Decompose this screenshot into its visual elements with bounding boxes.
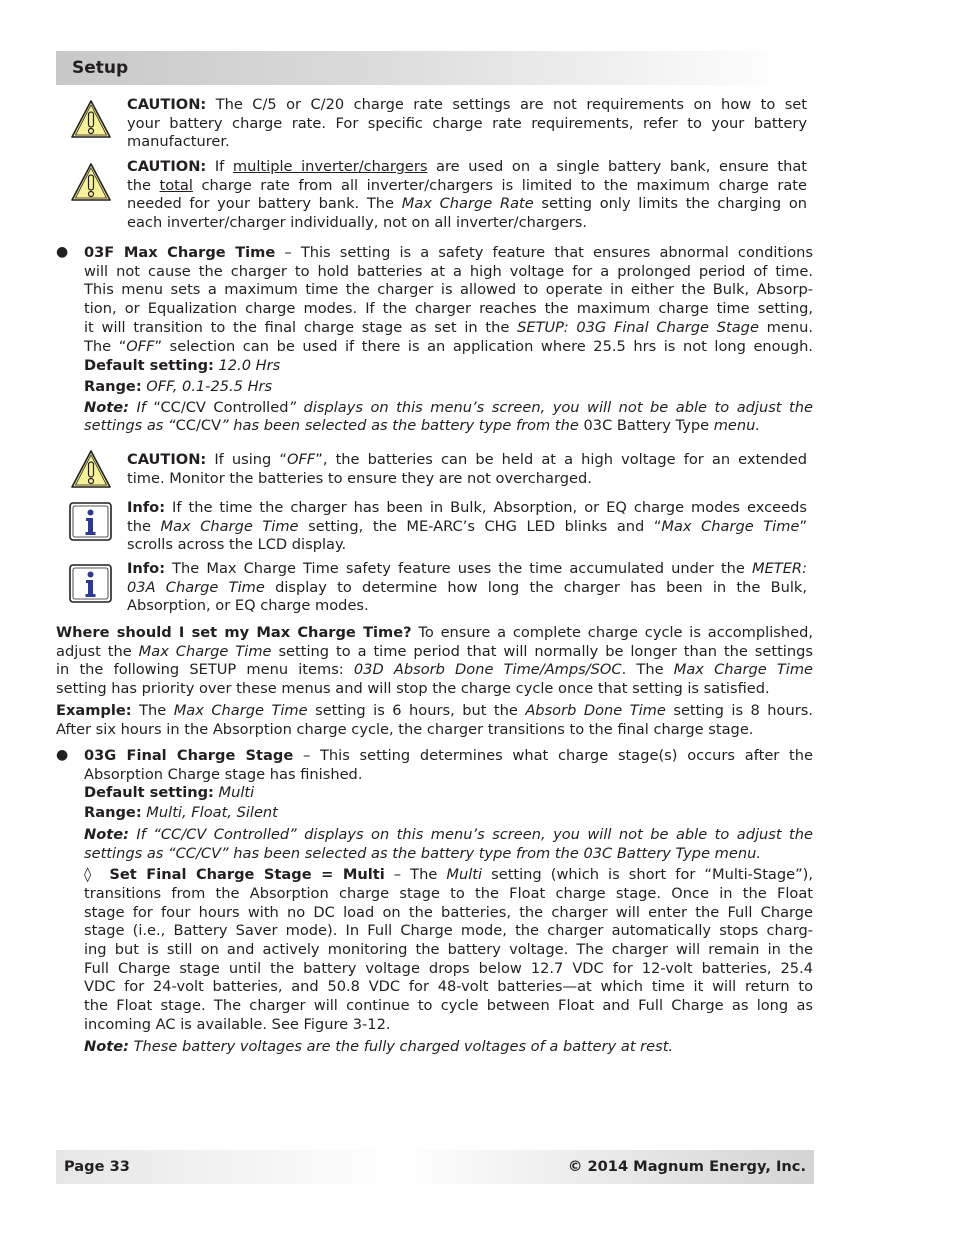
caution-note [127,96,807,152]
diamond-bullet-icon: ◊ [84,866,92,884]
caution-triangle-icon [69,161,113,203]
example-label: Example: [56,702,132,719]
note: Note: If “CC/CV Controlled” displays on this menu’s screen, you will not be able to adjust the settings as “CC/CV” has been selected as the battery type from the 03C Battery Type menu. [84,398,813,435]
caution-triangle-icon [69,98,113,140]
caution-text: manufacturer. [127,133,230,151]
question-label: Where should I set my Max Charge Time? [56,624,412,641]
caution-triangle-icon [69,448,113,490]
section-title: Setup [72,58,129,78]
info-note: Info: If the time the charger has been in Bulk, Absorption, or EQ charge modes exceeds the Max Charge Time setting, the ME-ARC’s CHG LED blinks and “Max Charge Time” scrolls across the LCD display. [127,499,807,554]
note: Note: These battery voltages are the fully charged voltages of a battery at rest. [84,1037,674,1055]
caution-text: each inverter/charger individually, not on all inverter/chargers. [127,214,588,232]
final-charge-stage-section: 03G Final Charge Stage – This setting determines what charge stage(s) occurs after the Absorption Charge stage has finished. Default setting: Multi Range: Multi, Float, Silent Note: If “CC/CV Controlled” displays on this menu’s screen, you will not be able to adjust the settings as “CC/CV” has been selected as the battery type from the 03C Battery Type menu. ◊ Set Final Charge Stage = Multi – The Multi setting (which is short for “Multi-Stage”), transitions from the Absorption charge stage to the Float charge stage. Once in the Float stage for four hours with no DC load on the batteries, the charger will enter the Full Charge stage (i.e., Battery Saver mode). In Full Charge mode, the charger automatically stops charg- ing but is still on and actively monitoring the battery voltage. The charger will remain in the Full Charge stage until the battery voltage drops below 12.7 VDC for 12-volt batteries, 25.4 VDC for 24-volt batteries, and 50.8 VDC for 48-volt batteries—at which time it will return to the Float stage. The charger will continue to cycle between Float and Full Charge as long as incoming AC is available. See Figure 3-12. Note: These battery voltages are the fully charged voltages of a battery at rest. [84,747,813,1055]
where-paragraph: Where should I set my Max Charge Time? To ensure a complete charge cycle is accomplished, adjust the Max Charge Time setting to a time period that will normally be longer than the settings in the following SETUP menu items: 03D Absorb Done Time/Amps/SOC. The Max Charge Time setting has priority over these menus and will stop the charge cycle once that setting is satisfied. [56,624,814,698]
caution-label: CAUTION: [127,158,207,175]
underlined-text: multiple inverter/chargers [232,158,428,175]
info-icon [69,564,112,603]
info-note: Info: The Max Charge Time safety feature uses the time accumulated under the METER: 03A Charge Time display to determine how long the charger has been in the Bulk, Absorption, or EQ charge modes. [127,560,808,615]
caution-text: your battery charge rate. For specific charge rate requirements, refer to your battery [127,114,807,132]
info-icon [69,502,112,541]
caution-note: CAUTION: If using “OFF”, the batteries can be held at a high voltage for an extended time. Monitor the batteries to ensure they are not overcharged. [127,451,807,487]
range-setting: Range: OFF, 0.1-25.5 Hrs [84,377,273,395]
caution-note: CAUTION: If multiple inverter/chargers are used on a single battery bank, ensure that the total charge rate from all inverter/chargers is limited to the maximum charge rate needed for your battery bank. The Max Charge Rate setting only limits the charging on each inverter/charger individually, not on all inverter/chargers. [127,158,808,232]
default-setting: Default setting: 12.0 Hrs [84,357,281,375]
multi-option: ◊ Set Final Charge Stage = Multi – The Multi setting (which is short for “Multi-Stage”), transitions from the Absorption charge stage to the Float charge stage. Once in the Float stage for four hours with no DC load on the batteries, the charger will enter the Full Charge stage (i.e., Battery Saver mode). In Full Charge mode, the charger automatically stops charg- ing but is still on and actively monitoring the battery voltage. The charger will remain in the Full Charge stage until the battery voltage drops below 12.7 VDC for 12-volt batteries, 25.4 VDC for 24-volt batteries, and 50.8 VDC for 48-volt batteries—at which time it will return to the Float stage. The charger will continue to cycle between Float and Full Charge as long as incoming AC is available. See Figure 3-12. [84,866,813,1033]
underlined-text: total [159,176,193,194]
bullet-icon: ● [56,747,69,763]
page-number: Page 33 [64,1158,130,1175]
range-setting: Range: Multi, Float, Silent [84,804,278,822]
example-paragraph: Example: The Max Charge Time setting is 6 hours, but the Absorb Done Time setting is 8 hours. After six hours in the Absorption charge cycle, the charger transitions to the final charge stage. [56,702,813,738]
section-header-bar [56,51,788,85]
setting-title: 03F Max Charge Time [84,244,276,261]
caution-label: CAUTION: [127,96,207,113]
info-label: Info: [127,499,166,516]
caution-label: CAUTION: [127,451,207,468]
info-label: Info: [127,560,166,577]
note: Note: If “CC/CV Controlled” displays on this menu’s screen, you will not be able to adjust the settings as “CC/CV” has been selected as the battery type from the 03C Battery Type menu. [84,825,813,862]
max-charge-time-section: 03F Max Charge Time – This setting is a safety feature that ensures abnormal conditions will not cause the charger to hold batteries at a high voltage for a prolonged period of time. This menu sets a maximum time the charger is allowed to operate in either the Bulk, Absorp- tion, or Equalization charge modes. If the charger reaches the maximum charge time setting, it will transition to the final charge stage as set in the SETUP: 03G Final Charge Stage menu. The “OFF” selection can be used if there is an application where 25.5 hrs is not long enough. Default setting: 12.0 Hrs Range: OFF, 0.1-25.5 Hrs Note: If “CC/CV Controlled” displays on this menu’s screen, you will not be able to adjust the settings as “CC/CV” has been selected as the battery type from the 03C Battery Type menu. [84,244,814,435]
copyright: © 2014 Magnum Energy, Inc. [567,1158,806,1175]
bullet-icon: ● [56,244,69,260]
default-setting: Default setting: Multi [84,784,255,802]
setting-title: 03G Final Charge Stage [84,747,294,764]
caution-text: The C/5 or C/20 charge rate settings are not requirements on how to set [215,96,808,113]
